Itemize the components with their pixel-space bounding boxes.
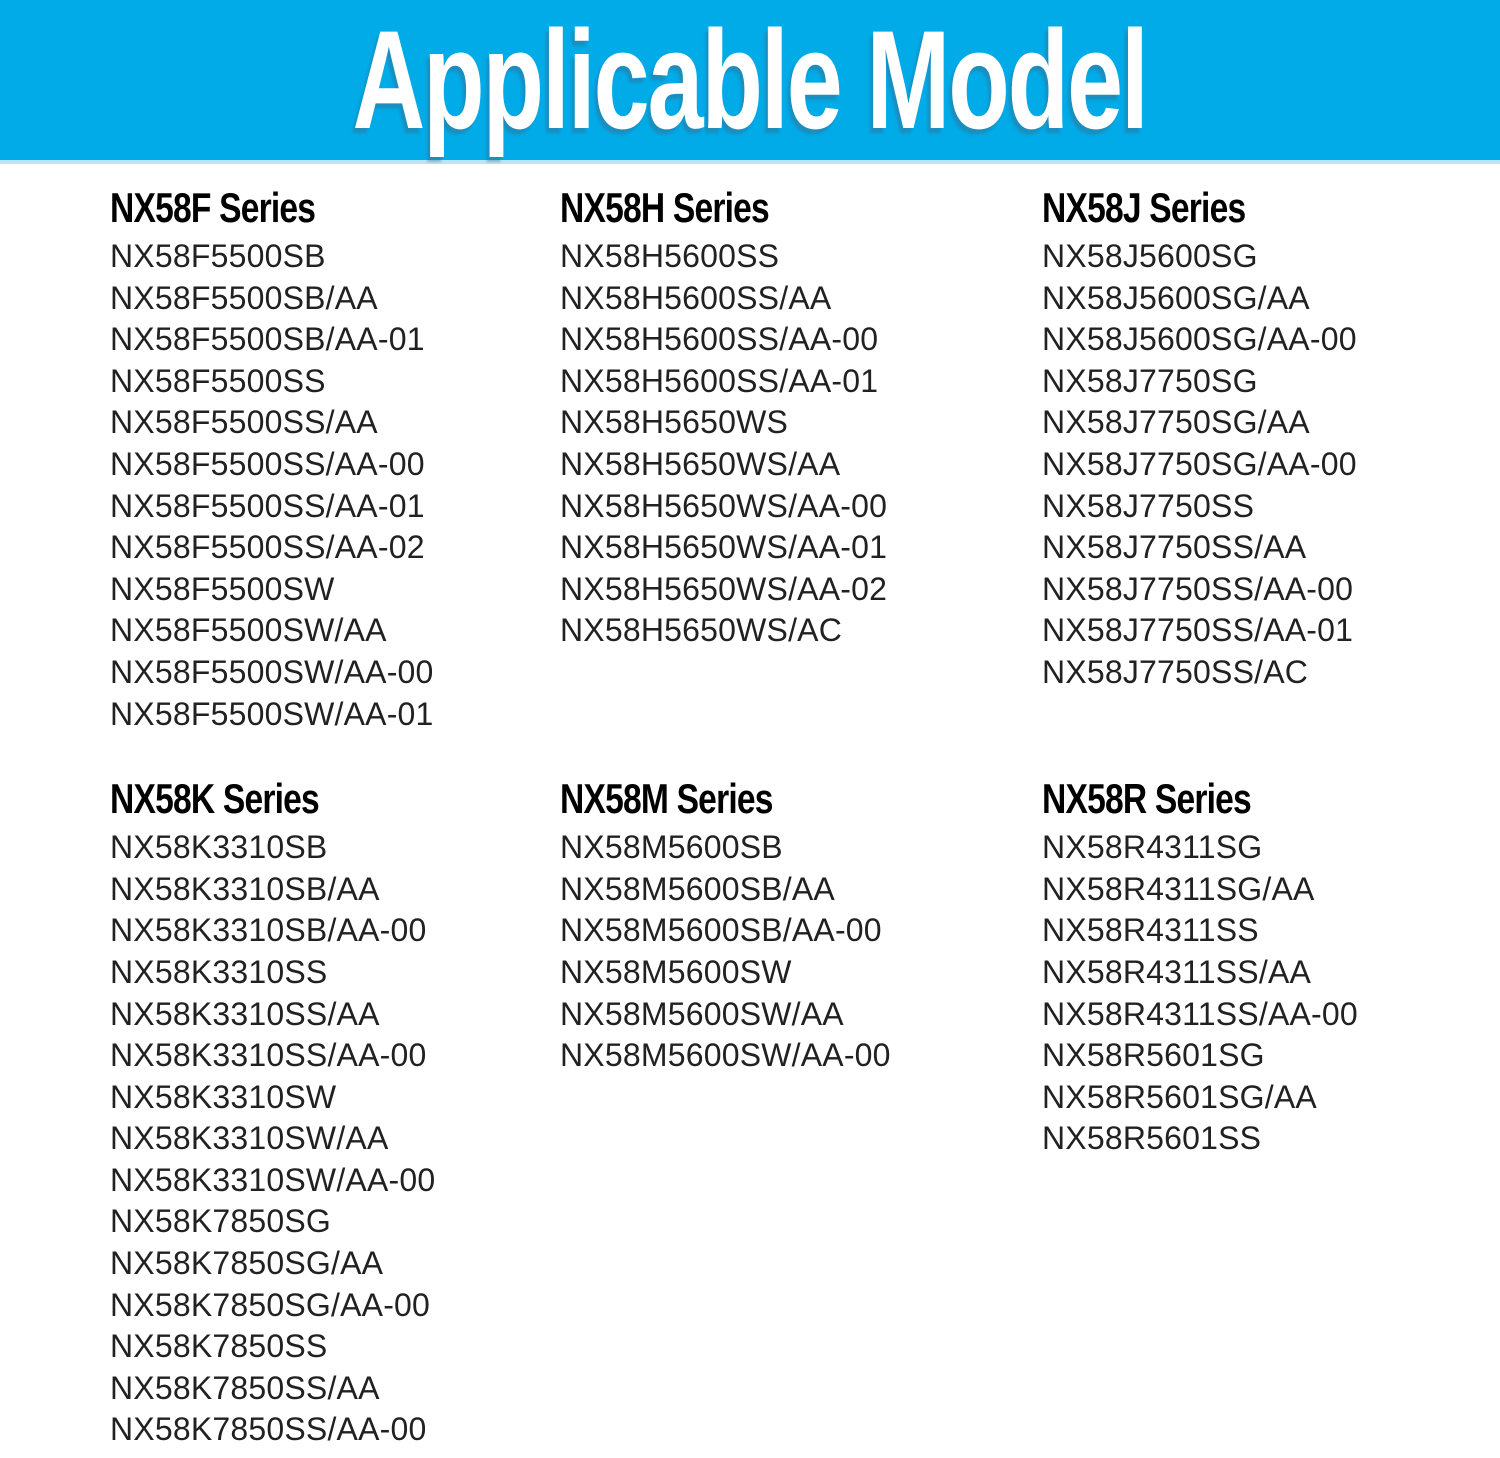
series-title-text: NX58J Series bbox=[1042, 184, 1246, 231]
model-item: NX58H5650WS bbox=[560, 404, 789, 441]
model-item: NX58H5650WS/AC bbox=[560, 612, 843, 649]
model-item: NX58H5600SS/AA-00 bbox=[560, 321, 879, 358]
model-item: NX58H5650WS/AA-02 bbox=[560, 570, 888, 607]
model-item: NX58K3310SB/AA bbox=[110, 870, 380, 907]
model-item: NX58K7850SG/AA-00 bbox=[110, 1286, 431, 1323]
model-item: NX58R5601SG/AA bbox=[1042, 1078, 1317, 1115]
series-section-nx58h bbox=[560, 186, 1042, 652]
model-item: NX58J7750SS bbox=[1042, 487, 1255, 524]
model-item: NX58R4311SS/AA bbox=[1042, 953, 1312, 990]
model-item: NX58F5500SS/AA-00 bbox=[110, 445, 425, 482]
series-title-text: NX58H Series bbox=[560, 184, 769, 231]
model-item: NX58F5500SW/AA bbox=[110, 612, 387, 649]
model-item: NX58K7850SG/AA bbox=[110, 1245, 384, 1282]
model-item: NX58R4311SS/AA-00 bbox=[1042, 995, 1358, 1032]
model-item: NX58J7750SG/AA bbox=[1042, 404, 1310, 441]
model-item: NX58M5600SB/AA-00 bbox=[560, 912, 882, 949]
series-title-text: NX58F Series bbox=[110, 184, 316, 231]
model-item: NX58K3310SW bbox=[110, 1078, 337, 1115]
model-item: NX58F5500SW bbox=[110, 570, 335, 607]
model-item: NX58F5500SB/AA bbox=[110, 279, 378, 316]
model-item: NX58K3310SS/AA bbox=[110, 995, 380, 1032]
model-item: NX58J7750SS/AA bbox=[1042, 529, 1307, 566]
series-section-nx58r bbox=[1042, 777, 1470, 1160]
model-item: NX58R5601SS bbox=[1042, 1120, 1262, 1157]
model-item: NX58H5600SS bbox=[560, 238, 780, 274]
model-item: NX58H5650WS/AA-00 bbox=[560, 487, 888, 524]
model-item: NX58J7750SG/AA-00 bbox=[1042, 445, 1357, 482]
model-item: NX58F5500SS bbox=[110, 362, 326, 399]
model-item: NX58K3310SS bbox=[110, 953, 328, 990]
model-item: NX58J5600SG/AA-00 bbox=[1042, 321, 1357, 358]
model-item: NX58F5500SW/AA-00 bbox=[110, 653, 434, 690]
model-list bbox=[1042, 236, 1470, 694]
series-title bbox=[560, 777, 1042, 821]
model-item: NX58K3310SW/AA bbox=[110, 1120, 389, 1157]
model-item: NX58K7850SS/AA bbox=[110, 1369, 380, 1406]
model-list bbox=[110, 236, 560, 735]
series-title bbox=[1042, 777, 1470, 821]
model-item: NX58J7750SS/AA-01 bbox=[1042, 612, 1354, 649]
series-section-nx58m bbox=[560, 777, 1042, 1077]
model-item: NX58M5600SW/AA bbox=[560, 995, 844, 1032]
model-item: NX58R5601SG bbox=[1042, 1037, 1265, 1074]
model-item: NX58K7850SS/AA-00 bbox=[110, 1411, 427, 1448]
model-item: NX58K3310SB/AA-00 bbox=[110, 912, 427, 949]
model-item: NX58M5600SB bbox=[560, 829, 783, 866]
model-item: NX58F5500SW/AA-01 bbox=[110, 695, 434, 732]
series-title-text: NX58M Series bbox=[560, 775, 773, 823]
model-item: NX58R4311SG/AA bbox=[1042, 870, 1315, 907]
series-title bbox=[110, 186, 560, 230]
model-item: NX58J7750SG bbox=[1042, 362, 1258, 399]
page-title bbox=[352, 1, 1148, 158]
model-item: NX58J5600SG bbox=[1042, 238, 1258, 274]
model-item: NX58M5600SB/AA bbox=[560, 870, 835, 907]
model-list bbox=[1042, 827, 1470, 1160]
model-item: NX58K3310SS/AA-00 bbox=[110, 1037, 427, 1074]
series-title-text: NX58K Series bbox=[110, 775, 319, 823]
model-item: NX58R4311SS bbox=[1042, 912, 1259, 949]
page-title-text: Applicable Model bbox=[352, 1, 1148, 158]
header-band bbox=[0, 0, 1500, 164]
model-item: NX58H5600SS/AA bbox=[560, 279, 832, 316]
model-item: NX58H5600SS/AA-01 bbox=[560, 362, 879, 399]
model-item: NX58R4311SG bbox=[1042, 829, 1263, 866]
model-item: NX58J5600SG/AA bbox=[1042, 279, 1310, 316]
model-item: NX58H5650WS/AA-01 bbox=[560, 529, 888, 566]
model-item: NX58F5500SB/AA-01 bbox=[110, 321, 425, 358]
model-item: NX58J7750SS/AA-00 bbox=[1042, 570, 1354, 607]
model-item: NX58K3310SB bbox=[110, 829, 328, 866]
series-title bbox=[1042, 186, 1470, 230]
series-title bbox=[560, 186, 1042, 230]
model-item: NX58F5500SS/AA bbox=[110, 404, 378, 441]
model-item: NX58M5600SW/AA-00 bbox=[560, 1037, 891, 1074]
model-item: NX58K3310SW/AA-00 bbox=[110, 1161, 436, 1198]
series-section-nx58k bbox=[110, 777, 560, 1451]
series-title bbox=[110, 777, 560, 821]
series-section-nx58j bbox=[1042, 186, 1470, 694]
model-item: NX58F5500SB bbox=[110, 238, 326, 274]
model-list bbox=[560, 827, 1042, 1077]
model-item: NX58M5600SW bbox=[560, 953, 792, 990]
model-item: NX58J7750SS/AC bbox=[1042, 653, 1309, 690]
model-item: NX58K7850SG bbox=[110, 1203, 332, 1240]
model-series-grid bbox=[0, 164, 1500, 1451]
series-title-text: NX58R Series bbox=[1042, 775, 1251, 823]
model-item: NX58H5650WS/AA bbox=[560, 445, 841, 482]
model-list bbox=[560, 236, 1042, 652]
model-item: NX58F5500SS/AA-02 bbox=[110, 529, 425, 566]
series-section-nx58f bbox=[110, 186, 560, 735]
model-item: NX58K7850SS bbox=[110, 1328, 328, 1365]
model-item: NX58F5500SS/AA-01 bbox=[110, 487, 425, 524]
model-list bbox=[110, 827, 560, 1451]
